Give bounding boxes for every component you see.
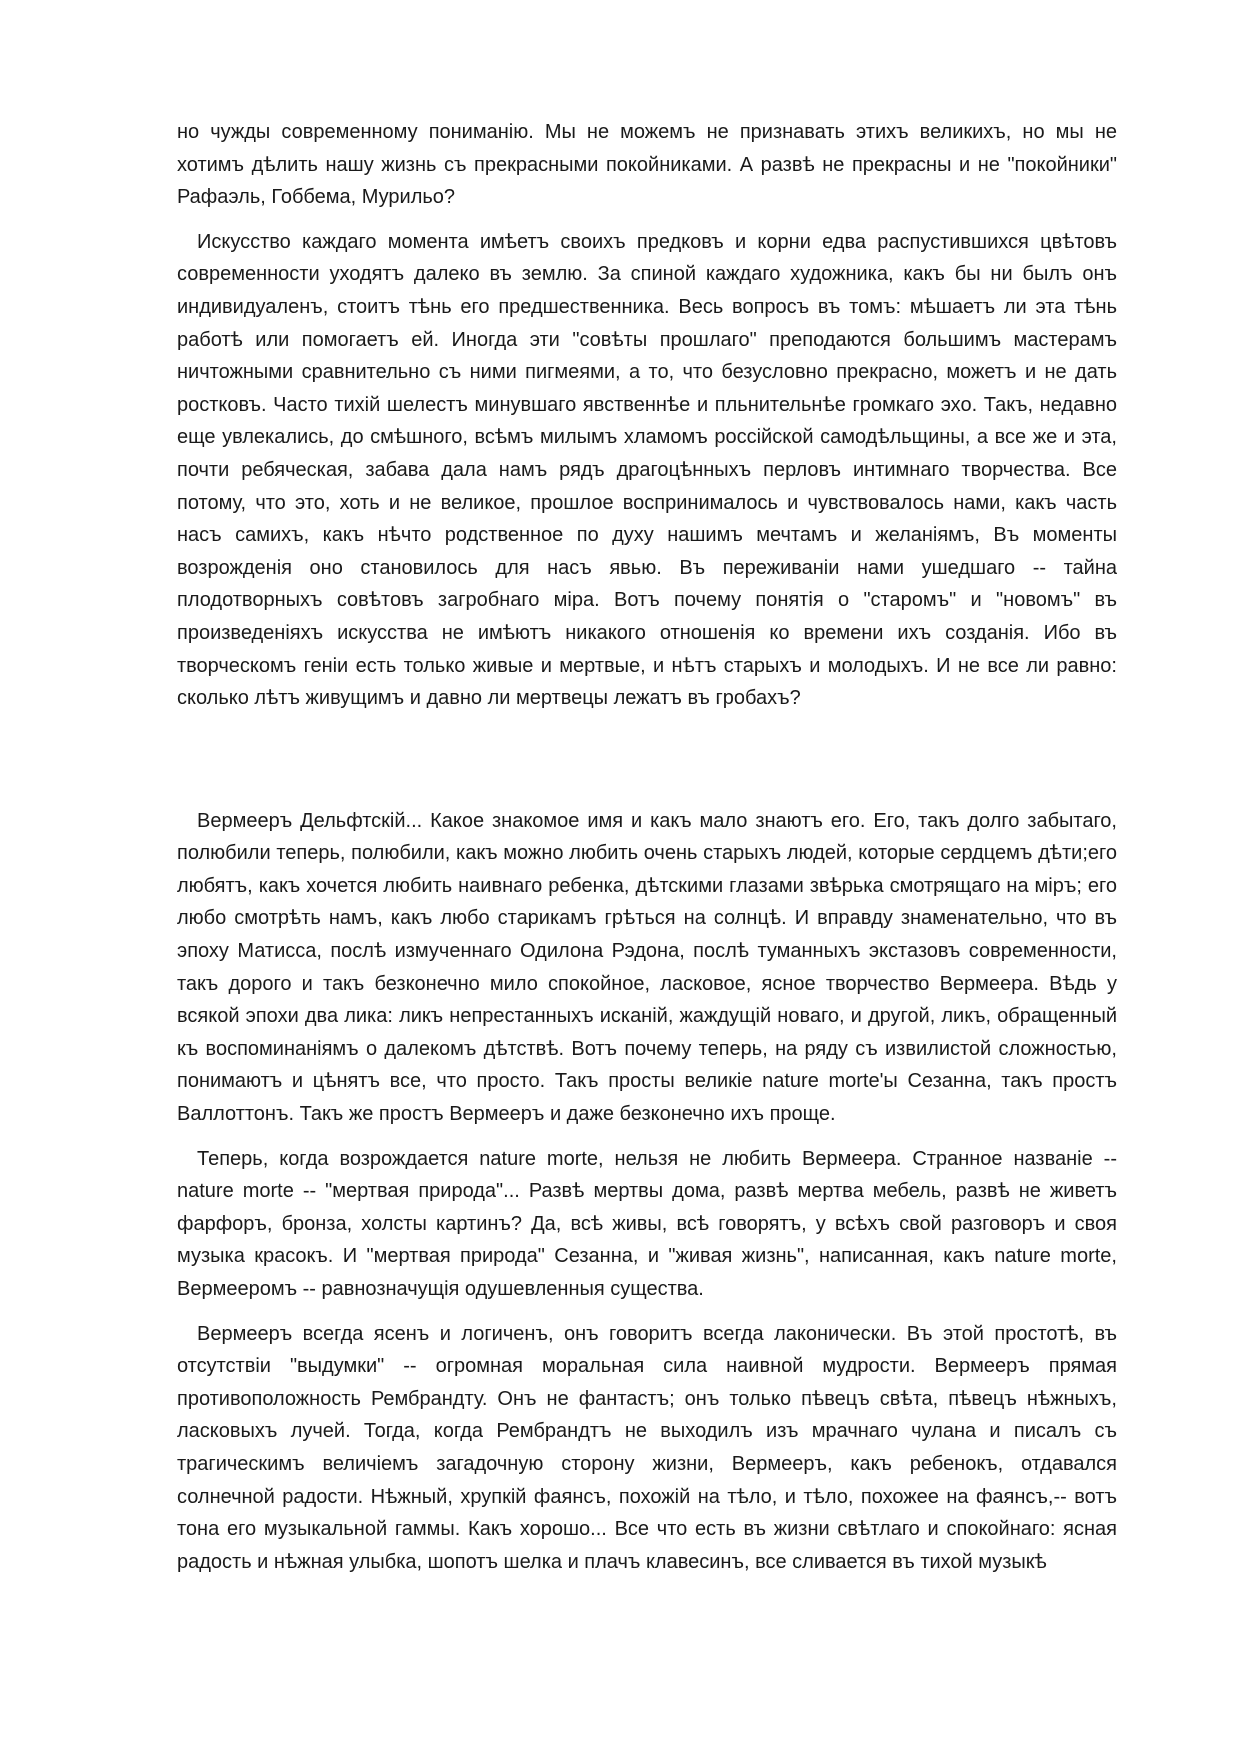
paragraph-vermeer-intro: Вермееръ Дельфтскій... Какое знакомое имя и какъ мало знаютъ его. Его, такъ долго забытаго, полюбили теперь, полюбили, какъ можно любить очень старыхъ людей, которые сердцемъ дѣти;его любятъ, какъ хочется любить наивнаго ребенка, дѣтскими глазами звѣрька смотрящаго на міръ; его любо смотрѣть намъ, какъ любо старикамъ грѣться на солнцѣ. И вправду знаменательно, что въ эпоху Матисса, послѣ измученнаго Одилона Рэдона, послѣ туманныхъ экстазовъ современности, такъ дорого и такъ безконечно мило спокойное, ласковое, ясное творчество Вермеера. Вѣдь у всякой эпохи два лика: ликъ непрестанныхъ исканій, жаждущій новаго, и другой, ликъ, обращенный къ воспоминаніямъ о далекомъ дѣтствѣ. Вотъ почему теперь, на ряду съ извилистой сложностью, понимаютъ и цѣнятъ все, что просто. Такъ просты великіе nature morte'ы Сезанна, такъ простъ Валлоттонъ. Такъ же простъ Вермееръ и даже безконечно ихъ проще. — [177, 809, 1117, 1126]
paragraph-art-ancestry: Искусство каждаго момента имѣетъ своихъ предковъ и корни едва распустившихся цвѣтовъ современности уходятъ далеко въ землю. За спиной каждаго художника, какъ бы ни былъ онъ индивидуаленъ, стоитъ тѣнь его предшественника. Весь вопросъ въ томъ: мѣшаетъ ли эта тѣнь работѣ или помогаетъ ей. Иногда эти "совѣты прошлаго" преподаются большимъ мастерамъ ничтожными сравнительно съ ними пигмеями, а то, что безусловно прекрасно, можетъ и не дать ростковъ. Часто тихій шелестъ минувшаго явственнѣе и пльнительнѣе громкаго эхо. Такъ, недавно еще увлекались, до смѣшного, всѣмъ милымъ хламомъ россійской самодѣльщины, а все же и эта, почти ребяческая, забава дала намъ рядъ драгоцѣнныхъ перловъ интимнаго творчества. Все потому, что это, хоть и не великое, прошлое воспринималось и чувствовалось нами, какъ часть насъ самихъ, какъ нѣчто родственное по духу нашимъ мечтамъ и желаніямъ, Въ моменты возрожденія оно становилось для насъ явью. Въ переживаніи нами ушедшаго -- тайна плодотворныхъ совѣтовъ загробнаго міра. Вотъ почему понятія о "старомъ" и "новомъ" въ произведеніяхъ искусства не имѣютъ никакого отношенія ко времени ихъ созданія. Ибо въ творческомъ геніи есть только живые и мертвые, и нѣтъ старыхъ и молодыхъ. И не все ли равно: сколько лѣтъ живущимъ и давно ли мертвецы лежатъ въ гробахъ? — [177, 230, 1117, 710]
text-column — [177, 116, 1117, 1578]
paragraph-vermeer-clarity: Вермееръ всегда ясенъ и логиченъ, онъ говоритъ всегда лаконически. Въ этой простотѣ, въ отсутствіи "выдумки" -- огромная моральная сила наивной мудрости. Вермееръ прямая противоположность Рембрандту. Онъ не фантастъ; онъ только пѣвецъ свѣта, пѣвецъ нѣжныхъ, ласковыхъ лучей. Тогда, когда Рембрандтъ не выходилъ изъ мрачнаго чулана и писалъ съ трагическимъ величіемъ загадочную сторону жизни, Вермееръ, какъ ребенокъ, отдавался солнечной радости. Нѣжный, хрупкій фаянсъ, похожій на тѣло, и тѣло, похожее на фаянсъ,-- вотъ тона его музыкальной гаммы. Какъ хорошо... Все что есть въ жизни свѣтлаго и спокойнаго: ясная радость и нѣжная улыбка, шопотъ шелка и плачъ клавесинъ, все сливается въ тихой музыкѣ — [177, 1322, 1117, 1573]
paragraph-continuation: но чужды современному пониманію. Мы не можемъ не признавать этихъ великихъ, но мы не хотимъ дѣлить нашу жизнь съ прекрасными покойниками. А развѣ не прекрасны и не "покойники" Рафаэль, Гоббема, Мурильо? — [177, 121, 1117, 209]
paragraph-spacer — [177, 214, 1117, 226]
paragraph-spacer — [177, 1306, 1117, 1318]
section-spacer — [177, 715, 1117, 805]
paragraph-spacer — [177, 1131, 1117, 1143]
paragraph-nature-morte: Теперь, когда возрождается nature morte, нельзя не любить Вермеера. Странное названіе -- nature morte -- "мертвая природа"... Развѣ мертвы дома, развѣ мертва мебель, развѣ не живетъ фарфоръ, бронза, холсты картинъ? Да, всѣ живы, всѣ говорятъ, у всѣхъ свой разговоръ и своя музыка красокъ. И "мертвая природа" Сезанна, и "живая жизнь", написанная, какъ nature morte, Вермееромъ -- равнозначущія одушевленныя существа. — [177, 1147, 1117, 1300]
